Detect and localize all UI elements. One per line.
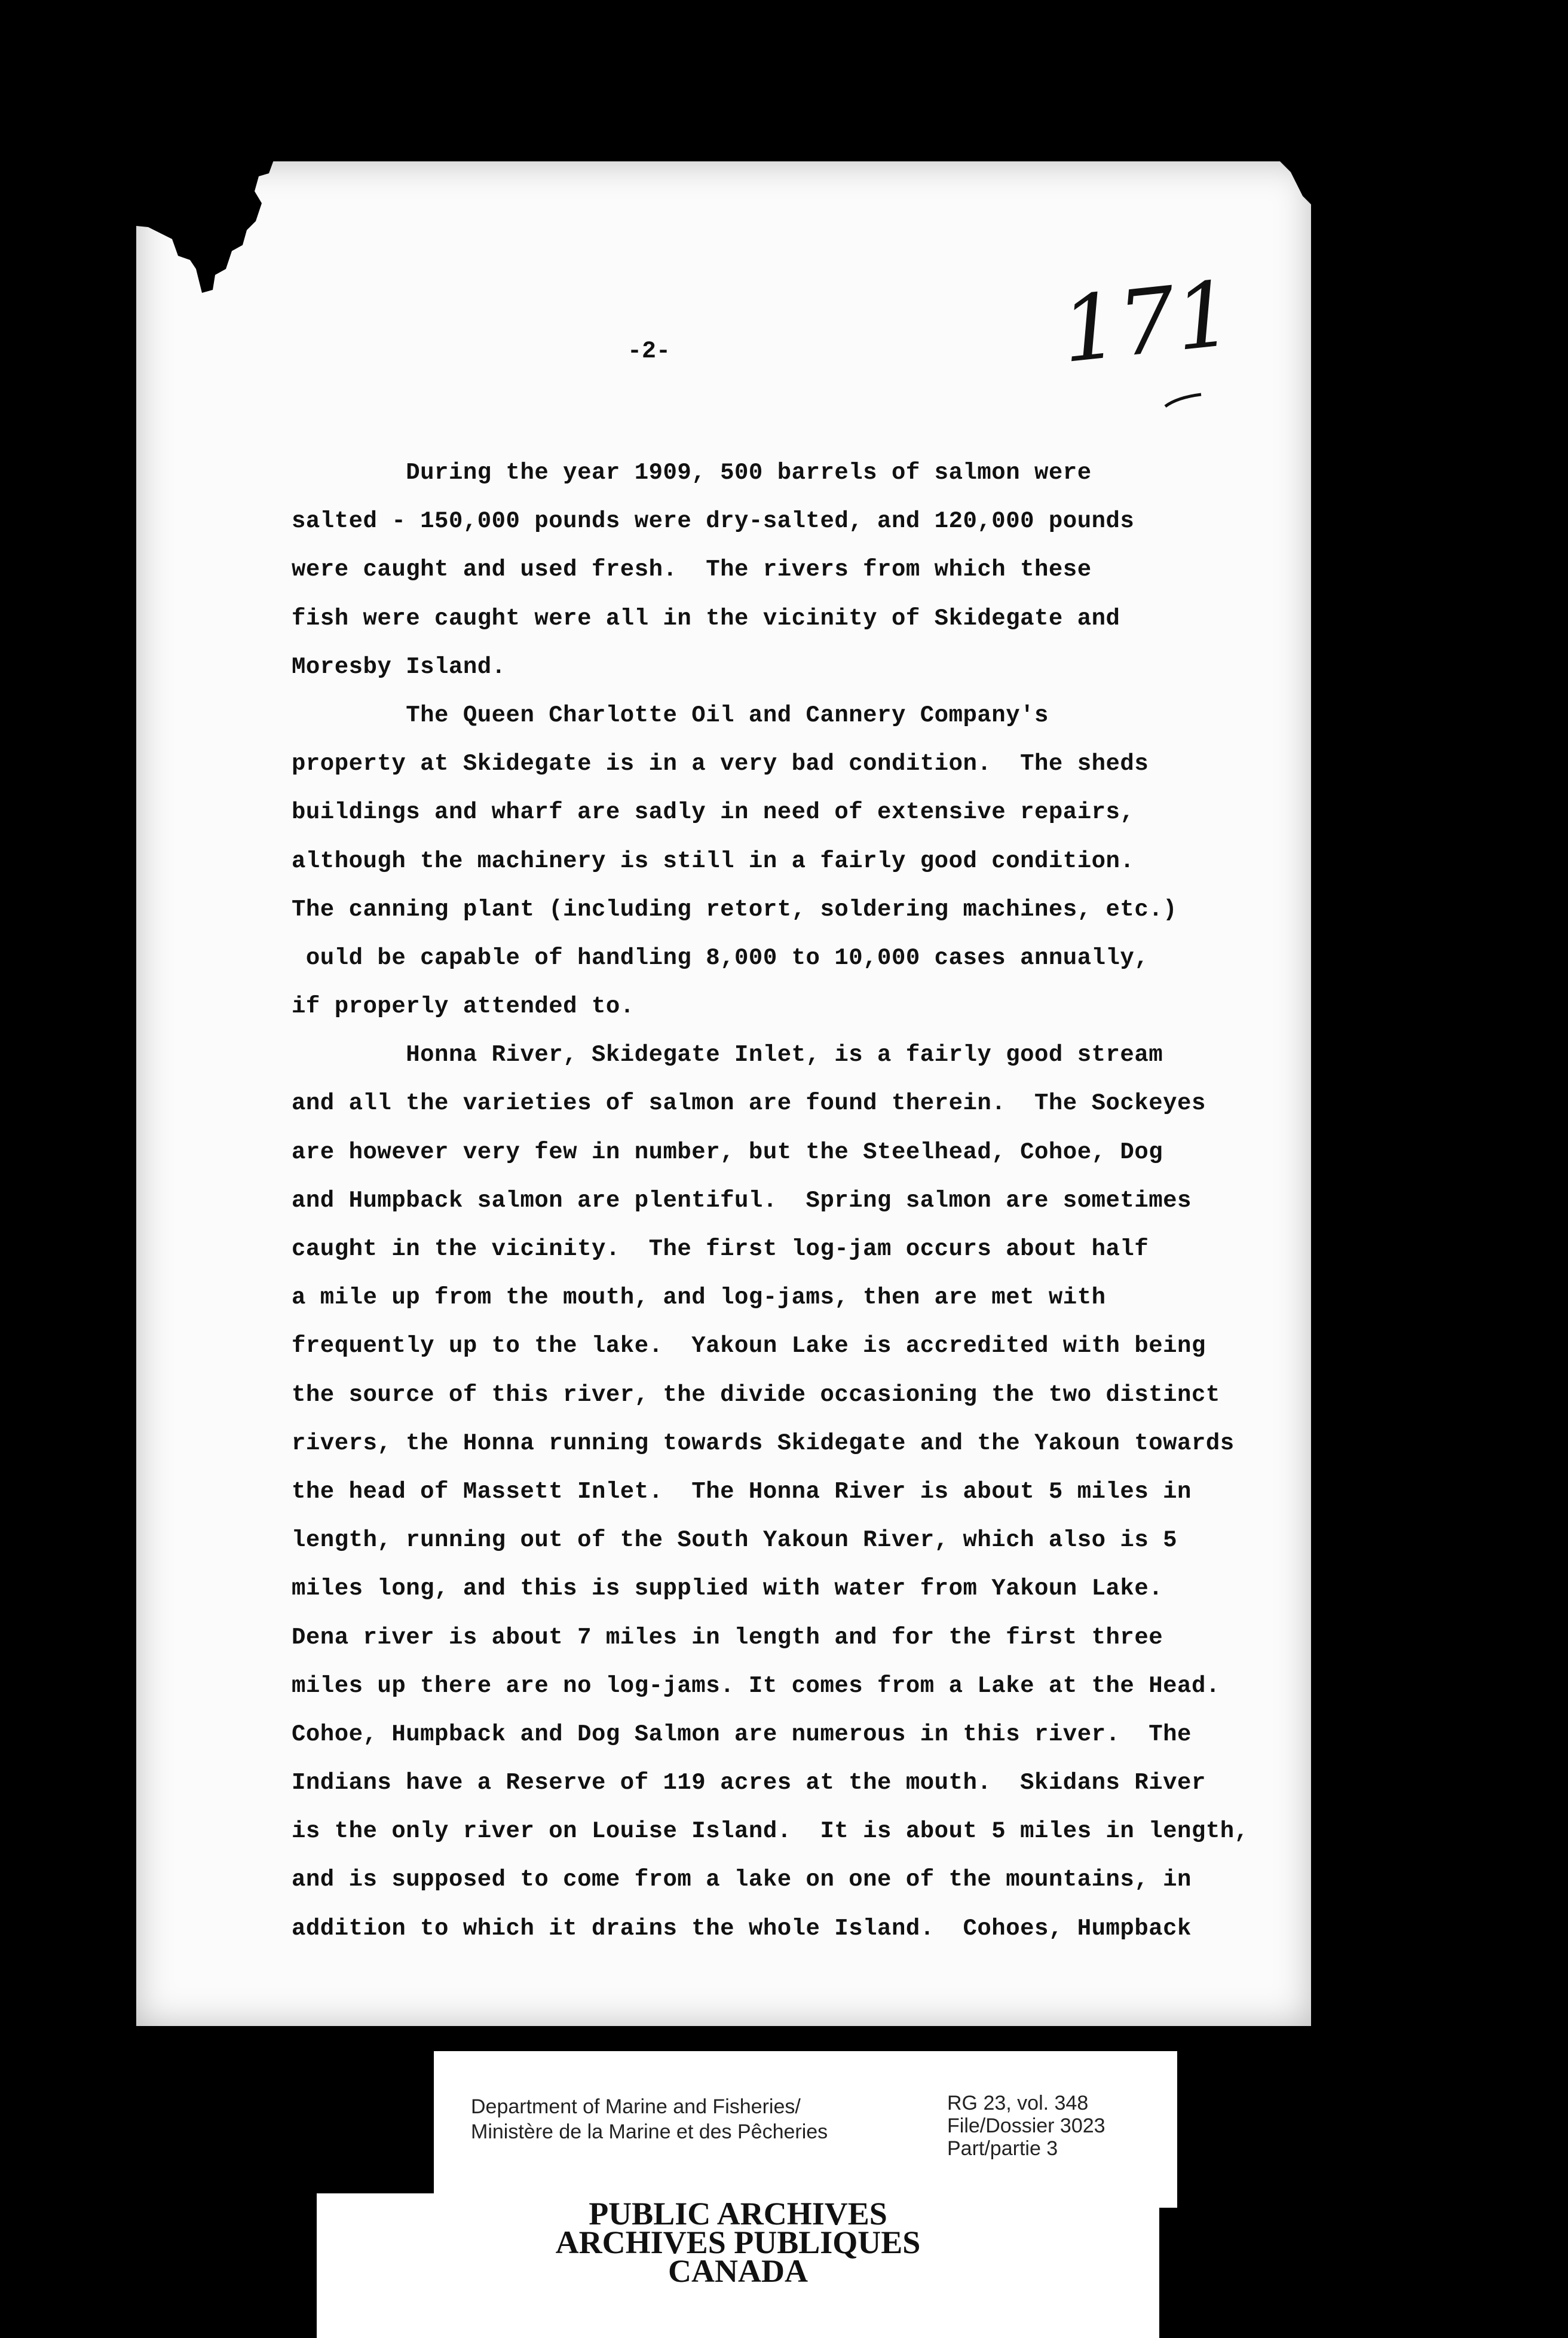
text-line: if properly attended to. xyxy=(292,993,635,1020)
text-line: are however very few in number, but the Steelhead, Cohoe, Dog xyxy=(292,1139,1163,1165)
text-line: the source of this river, the divide occasioning the two distinct xyxy=(292,1381,1220,1408)
text-line: length, running out of the South Yakoun River, which also is 5 xyxy=(292,1527,1178,1554)
text-line: the head of Massett Inlet. The Honna River is about 5 miles in xyxy=(292,1478,1192,1505)
text-line: Honna River, Skidegate Inlet, is a fairly good stream xyxy=(292,1042,1163,1069)
text-line: rivers, the Honna running towards Skidegate and the Yakoun towards xyxy=(292,1430,1235,1456)
text-line: addition to which it drains the whole Island. Cohoes, Humpback xyxy=(292,1915,1192,1942)
text-line: Moresby Island. xyxy=(292,653,506,680)
text-line: During the year 1909, 500 barrels of salmon were xyxy=(292,460,1092,486)
text-line: Dena river is about 7 miles in length and for the first three xyxy=(292,1624,1163,1651)
text-line: miles up there are no log-jams. It comes from a Lake at the Head. xyxy=(292,1672,1220,1699)
text-line: salted - 150,000 pounds were dry-salted, and 120,000 pounds xyxy=(292,508,1135,535)
text-line: were caught and used fresh. The rivers from which these xyxy=(292,556,1092,583)
archives-title-line: ARCHIVES PUBLIQUES xyxy=(555,2224,921,2260)
folio-number-text: 171 xyxy=(1056,262,1238,384)
text-line: The Queen Charlotte Oil and Cannery Company's xyxy=(292,702,1049,729)
text-line: The canning plant (including retort, soldering machines, etc.) xyxy=(292,896,1178,923)
department-line: Ministère de la Marine et des Pêcheries xyxy=(471,2120,828,2143)
department-line: Department of Marine and Fisheries/ xyxy=(471,2095,801,2118)
reference-line: RG 23, vol. 348 xyxy=(947,2092,1089,2114)
handwritten-folio-number xyxy=(1052,262,1238,415)
document-body xyxy=(292,457,1296,1961)
text-line: miles long, and this is supplied with water from Yakoun Lake. xyxy=(292,1575,1163,1602)
text-line: although the machinery is still in a fairly good condition. xyxy=(292,847,1135,874)
text-line: is the only river on Louise Island. It is about 5 miles in length, xyxy=(292,1818,1249,1845)
reference-line: Part/partie 3 xyxy=(947,2137,1058,2160)
record-reference xyxy=(947,2092,1105,2160)
text-line: caught in the vicinity. The first log-jam occurs about half xyxy=(292,1236,1149,1262)
text-line: Cohoe, Humpback and Dog Salmon are numerous in this river. The xyxy=(292,1721,1192,1748)
text-line: property at Skidegate is in a very bad condition. The sheds xyxy=(292,751,1149,778)
text-line: and Humpback salmon are plentiful. Spring salmon are sometimes xyxy=(292,1187,1192,1214)
text-line: frequently up to the lake. Yakoun Lake is accredited with being xyxy=(292,1333,1206,1360)
archives-label xyxy=(317,2051,1177,2338)
department-name xyxy=(471,2094,828,2144)
archives-title-line: CANADA xyxy=(668,2253,808,2289)
text-line: Indians have a Reserve of 119 acres at the mouth. Skidans River xyxy=(292,1770,1206,1797)
text-line: ould be capable of handling 8,000 to 10,000 cases annually, xyxy=(292,944,1149,971)
text-line: and all the varieties of salmon are found therein. The Sockeyes xyxy=(292,1090,1206,1117)
reference-line: File/Dossier 3023 xyxy=(947,2114,1105,2137)
text-line: a mile up from the mouth, and log-jams, then are met with xyxy=(292,1284,1106,1311)
archives-title-line: PUBLIC ARCHIVES xyxy=(589,2196,887,2232)
page-number: -2- xyxy=(627,338,671,365)
text-line: buildings and wharf are sadly in need of extensive repairs, xyxy=(292,799,1135,826)
torn-corner xyxy=(136,155,292,293)
archives-title xyxy=(317,2196,1159,2289)
folded-corner xyxy=(1279,160,1315,208)
text-line: fish were caught were all in the vicinity of Skidegate and xyxy=(292,605,1120,632)
text-line: and is supposed to come from a lake on one of the mountains, in xyxy=(292,1866,1192,1893)
